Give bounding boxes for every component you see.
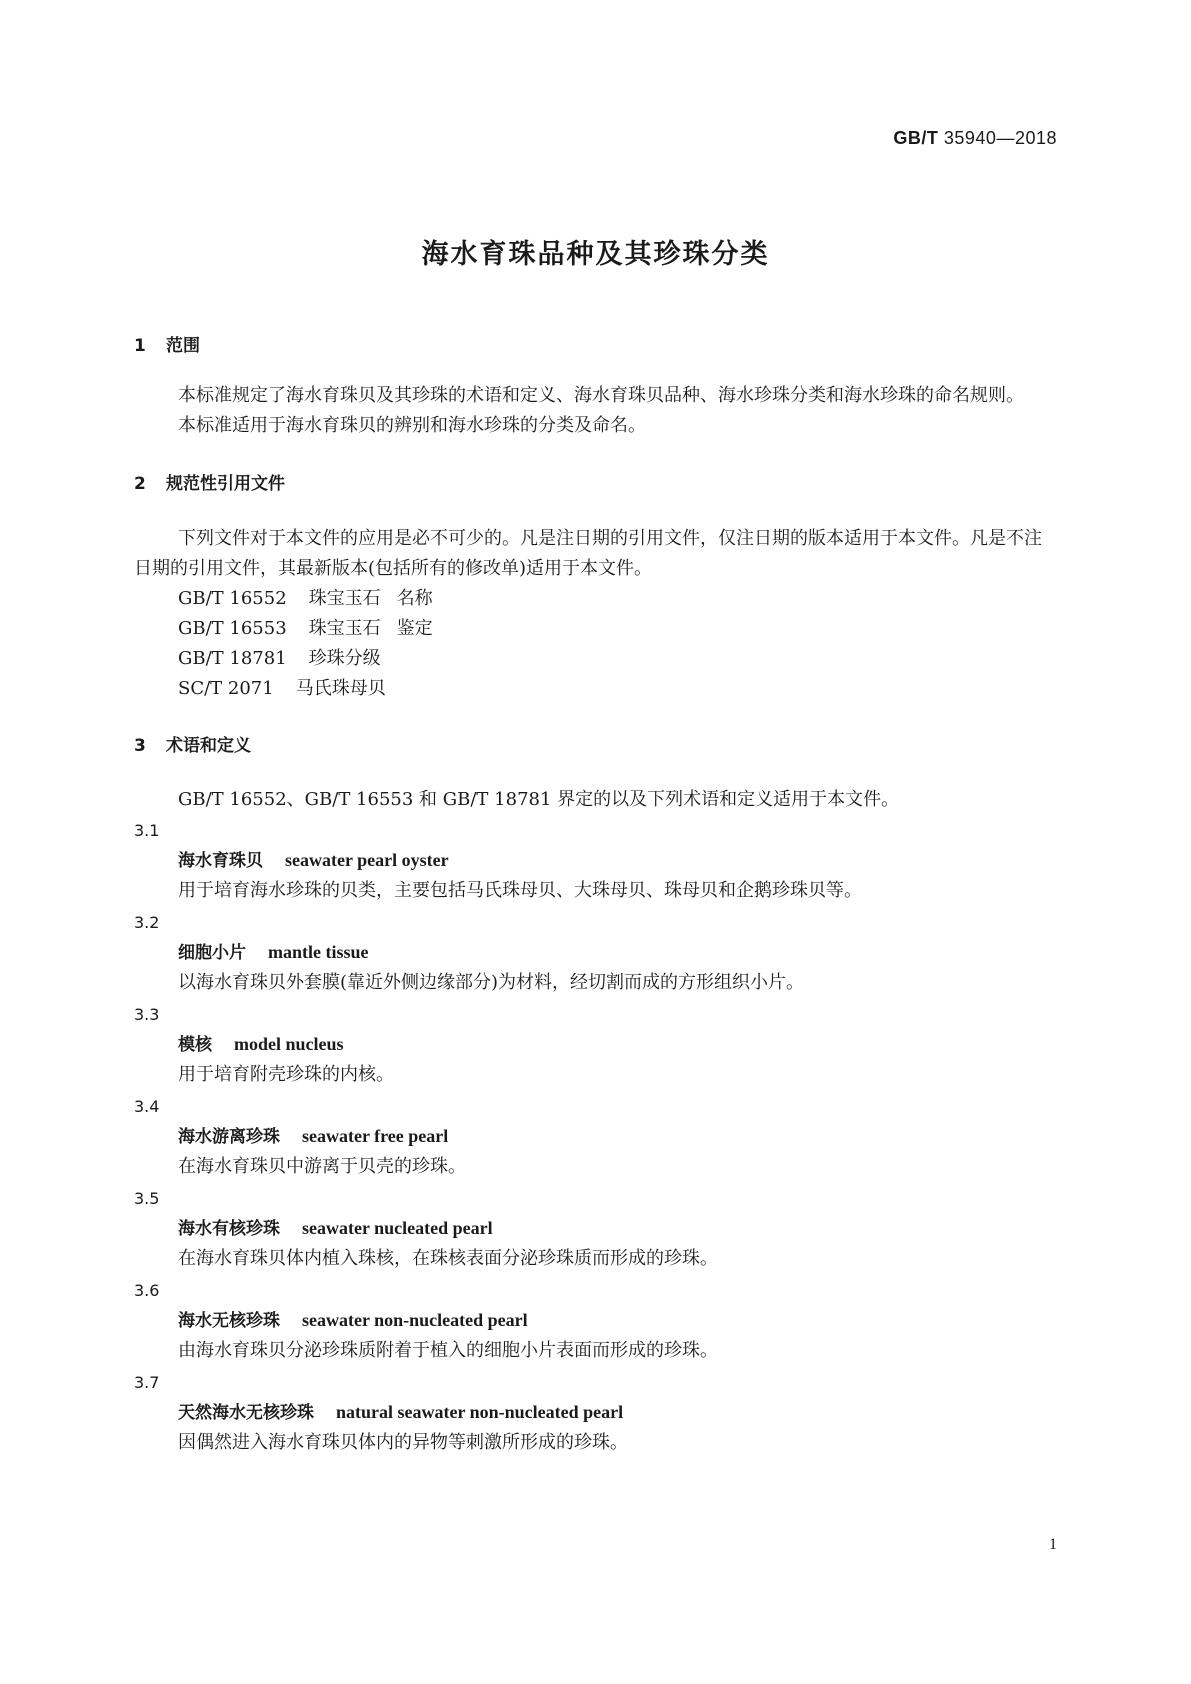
term-heading (134, 1214, 1057, 1243)
reference-title: 鉴定 (396, 618, 433, 639)
term-entry (134, 1275, 1057, 1367)
term-english: seawater non-nucleated pearl (302, 1310, 528, 1330)
reference-item (134, 644, 1057, 674)
section-1-heading (134, 334, 1057, 358)
term-english: seawater pearl oyster (285, 850, 449, 870)
term-chinese: 细胞小片 (178, 943, 246, 963)
term-number: 3.1 (134, 821, 160, 840)
term-english: seawater free pearl (302, 1126, 449, 1146)
section-2-heading (134, 472, 1057, 496)
reference-list (134, 584, 1057, 704)
document-body (134, 334, 1057, 1459)
paragraph: 本标准适用于海水育珠贝的辨别和海水珍珠的分类及命名。 (178, 415, 646, 436)
section-number: 1 (134, 336, 146, 356)
reference-title: 珍珠分级 (308, 648, 381, 669)
term-chinese: 模核 (178, 1035, 212, 1055)
page-number: 1 (1049, 1536, 1057, 1553)
reference-code: GB/T 16552 (178, 588, 287, 609)
term-entry (134, 1091, 1057, 1183)
term-definition: 由海水育珠贝分泌珍珠质附着于植入的细胞小片表面而形成的珍珠。 (178, 1340, 718, 1361)
term-chinese: 海水游离珍珠 (178, 1127, 280, 1147)
section-title: 规范性引用文件 (166, 474, 285, 494)
section-3-heading (134, 734, 1057, 758)
term-chinese: 海水无核珍珠 (178, 1311, 280, 1331)
term-entry (134, 1183, 1057, 1275)
section-title: 术语和定义 (166, 736, 251, 756)
term-number: 3.5 (134, 1189, 160, 1208)
term-number: 3.6 (134, 1281, 160, 1300)
term-heading (134, 846, 1057, 875)
reference-item (134, 674, 1057, 704)
term-definition: 在海水育珠贝体内植入珠核，在珠核表面分泌珍珠质而形成的珍珠。 (178, 1248, 718, 1269)
term-english: model nucleus (234, 1034, 344, 1054)
reference-title: 珠宝玉石 (308, 588, 381, 609)
term-english: natural seawater non-nucleated pearl (336, 1402, 624, 1422)
term-number: 3.4 (134, 1097, 160, 1116)
reference-title: 珠宝玉石 (308, 618, 381, 639)
document-title: 海水育珠品种及其珍珠分类 (421, 239, 770, 270)
term-heading (134, 938, 1057, 967)
section-number: 2 (134, 474, 146, 494)
term-definition: 用于培育附壳珍珠的内核。 (178, 1064, 394, 1085)
reference-item (134, 614, 1057, 644)
term-heading (134, 1122, 1057, 1151)
reference-title: 马氏珠母贝 (295, 678, 386, 699)
term-number: 3.3 (134, 1005, 160, 1024)
term-heading (134, 1398, 1057, 1427)
section-number: 3 (134, 736, 146, 756)
paragraph: 下列文件对于本文件的应用是必不可少的。凡是注日期的引用文件，仅注日期的版本适用于本文件。凡是不注日期的引用文件，其最新版本(包括所有的修改单)适用于本文件。 (134, 528, 1042, 579)
term-definition: 因偶然进入海水育珠贝体内的异物等刺激所形成的珍珠。 (178, 1432, 628, 1453)
term-english: seawater nucleated pearl (302, 1218, 493, 1238)
reference-item (134, 584, 1057, 614)
reference-code: GB/T 18781 (178, 648, 287, 669)
term-entry (134, 999, 1057, 1091)
paragraph: 本标准规定了海水育珠贝及其珍珠的术语和定义、海水育珠贝品种、海水珍珠分类和海水珍珠的命名规则。 (178, 385, 1024, 406)
term-entry (134, 815, 1057, 907)
term-number: 3.7 (134, 1373, 160, 1392)
term-entry (134, 907, 1057, 999)
term-number: 3.2 (134, 913, 160, 932)
term-entry (134, 1367, 1057, 1459)
term-heading (134, 1030, 1057, 1059)
term-chinese: 海水有核珍珠 (178, 1219, 280, 1239)
paragraph: GB/T 16552、GB/T 16553 和 GB/T 18781 界定的以及下列术语和定义适用于本文件。 (178, 789, 900, 810)
term-definition: 在海水育珠贝中游离于贝壳的珍珠。 (178, 1156, 466, 1177)
term-chinese: 海水育珠贝 (178, 851, 263, 871)
reference-code: SC/T 2071 (178, 678, 274, 699)
term-english: mantle tissue (268, 942, 369, 962)
standard-prefix: GB/T (893, 128, 939, 148)
standard-code: 35940—2018 (943, 128, 1057, 148)
reference-code: GB/T 16553 (178, 618, 287, 639)
term-definition: 用于培育海水珍珠的贝类，主要包括马氏珠母贝、大珠母贝、珠母贝和企鹅珍珠贝等。 (178, 880, 862, 901)
term-chinese: 天然海水无核珍珠 (178, 1403, 314, 1423)
reference-title: 名称 (396, 588, 433, 609)
section-title: 范围 (166, 336, 200, 356)
term-definition: 以海水育珠贝外套膜(靠近外侧边缘部分)为材料，经切割而成的方形组织小片。 (178, 972, 805, 993)
standard-number (893, 128, 1057, 149)
term-heading (134, 1306, 1057, 1335)
